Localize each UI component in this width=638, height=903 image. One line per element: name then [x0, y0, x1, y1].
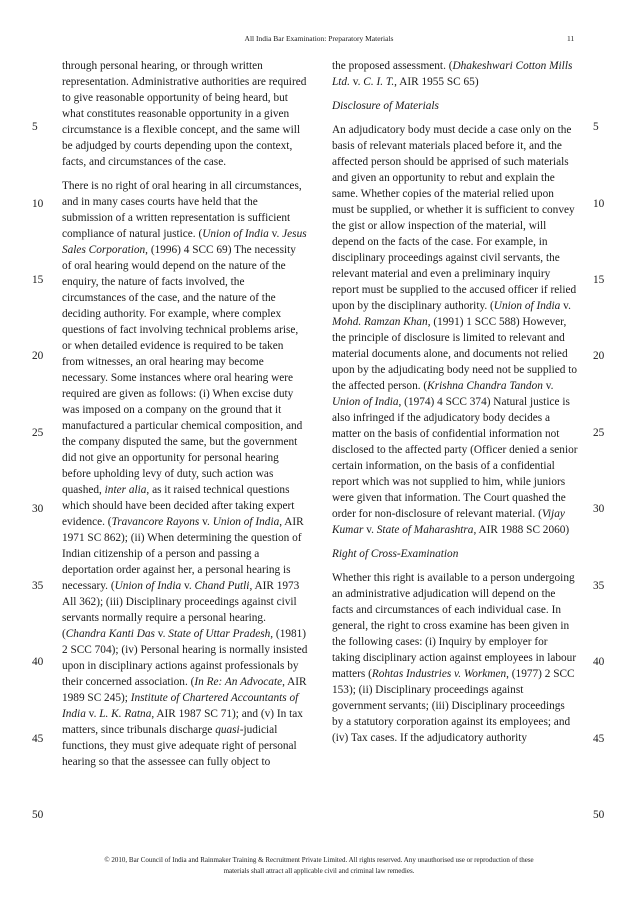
line-number-left: 25	[32, 427, 44, 439]
line-number-right: 25	[593, 427, 605, 439]
line-number-right: 5	[593, 121, 599, 133]
line-number-left: 45	[32, 733, 44, 745]
line-number-left: 10	[32, 198, 44, 210]
line-number-right: 15	[593, 274, 605, 286]
line-number-right: 20	[593, 350, 605, 362]
line-number-right: 40	[593, 656, 605, 668]
copyright-footer	[40, 855, 598, 877]
right-column	[332, 58, 578, 754]
case-citation: Mohd. Ramzan Khan	[332, 316, 428, 328]
line-number-left: 50	[32, 809, 44, 821]
line-number-left: 15	[32, 274, 44, 286]
case-citation: Jesus Sales Corporation	[62, 228, 307, 256]
case-citation: Institute of Chartered Accountants of India	[62, 692, 299, 720]
footer-line: materials shall attract all applicable civil and criminal law remedies.	[223, 867, 415, 875]
case-citation: State of Uttar Pradesh	[168, 628, 271, 640]
line-number-left: 40	[32, 656, 44, 668]
line-number-left: 35	[32, 580, 44, 592]
case-citation: Union of India	[114, 580, 182, 592]
case-citation: Union of India	[493, 300, 561, 312]
line-number-left: 20	[32, 350, 44, 362]
section-heading-cross-examination: Right of Cross-Examination	[332, 548, 459, 560]
case-citation: Union of India	[332, 396, 399, 408]
case-citation: Rohtas Industries v. Workmen	[371, 668, 507, 680]
line-number-right: 45	[593, 733, 605, 745]
case-citation: Chandra Kanti Das	[65, 628, 155, 640]
line-number-right: 30	[593, 503, 605, 515]
line-number-left: 30	[32, 503, 44, 515]
latin-term: inter alia	[104, 484, 147, 496]
case-citation: State of Maharashtra	[376, 524, 474, 536]
footer-line: © 2010, Bar Council of India and Rainmaker Training & Recruitment Private Limited. All rights reserved. Any unauthorised use or reproduction of these	[104, 856, 534, 864]
section-heading-disclosure: Disclosure of Materials	[332, 100, 439, 112]
page-number: 11	[567, 34, 575, 43]
case-citation: L. K. Ratna	[99, 708, 152, 720]
case-citation: Union of India	[212, 516, 280, 528]
line-number-right: 10	[593, 198, 605, 210]
line-number-left: 5	[32, 121, 38, 133]
left-column	[62, 58, 308, 778]
case-citation: Union of India	[202, 228, 269, 240]
header-title: All India Bar Examination: Preparatory Materials	[244, 34, 394, 43]
latin-term: quasi	[215, 724, 240, 736]
line-number-right: 50	[593, 809, 605, 821]
paragraph: the proposed assessment. (Dhakeshwari Cotton Mills Ltd. v. C. I. T., AIR 1955 SC 65)	[332, 60, 573, 88]
case-citation: Dhakeshwari Cotton Mills Ltd.	[332, 60, 573, 88]
paragraph: Whether this right is available to a person undergoing an administrative adjudication will depend on the facts and circumstances of each individual case. In general, the right to cross examine has been given in the following cases: (i) Inquiry by employer for taking disciplinary action against employees in labour matters (Rohtas Industries v. Workmen, (1977) 2 SCC 153); (ii) Disciplinary proceedings against government servants; (iii) Disciplinary proceedings by a statutory corporation against its employees; and (iv) Tax cases. If the adjudicatory authority	[332, 572, 577, 744]
line-number-right: 35	[593, 580, 605, 592]
case-citation: Krishna Chandra Tandon	[427, 380, 543, 392]
paragraph: through personal hearing, or through written representation. Administrative authorities are required to give reasonable opportunity of being heard, but what constitutes reasonable opportunity in a given circumstance is a flexible concept, and the same will be adjudged by courts depending upon the context, facts, and circumstances of the case.	[62, 60, 307, 168]
paragraph: An adjudicatory body must decide a case only on the basis of relevant materials placed before it, and the affected person should be apprised of such materials and given an opportunity to rebut and explain the same. Whether copies of the material relied upon must be supplied, or whether it is sufficient to convey the gist or allow inspection of the material, will depend on the facts of the case. For example, in disciplinary proceedings against civil servants, the relevant material and even a preliminary inquiry report must be supplied to the accused officer if relied upon by the disciplinary authority. (Union of India v. Mohd. Ramzan Khan, (1991) 1 SCC 588) However, the principle of disclosure is limited to relevant and material documents alone, and documents not relied upon by the adjudicating body need not be supplied to the affected person. (Krishna Chandra Tandon v. Union of India, (1974) 4 SCC 374) Natural justice is also infringed if the adjudicatory body decides a matter on the basis of confidential information not disclosed to the affected party (Officer denied a senior certain information, on the basis of a confidential report which was not supplied to him, while juniors were given that information. The Court quashed the order for non-disclosure of relevant material. (Vijay Kumar v. State of Maharashtra, AIR 1988 SC 2060)	[332, 124, 578, 536]
case-citation: Travancore Rayons	[111, 516, 200, 528]
paragraph: There is no right of oral hearing in all circumstances, and in many cases courts have held that the submission of a written representation is sufficient compliance of natural justice. (Union of India v. Jesus Sales Corporation, (1996) 4 SCC 69) The necessity of oral hearing would depend on the nature of the enquiry, the nature of facts involved, the circumstances of the case, and the nature of the deciding authority. For example, where complex questions of fact involving technical problems arise, or when detailed evidence is required to be taken from witnesses, an oral hearing may become necessary. Some instances where oral hearing were required are given as follows: (i) When excise duty was imposed on a company on the ground that it manufactured a particular chemical composition, and the company disputed the same, but the government did not give an opportunity for personal hearing before upholding levy of duty, such action was quashed, inter alia, as it raised technical questions which should have been decided after taking expert evidence. (Travancore Rayons v. Union of India, AIR 1971 SC 862); (ii) When determining the question of Indian citizenship of a person and passing a deportation order against her, a personal hearing is necessary. (Union of India v. Chand Putli, AIR 1973 All 362); (iii) Disciplinary proceedings against civil servants normally require a personal hearing. (Chandra Kanti Das v. State of Uttar Pradesh, (1981) 2 SCC 704); (iv) Personal hearing is normally insisted upon in disciplinary actions against professionals by their concerned association. (In Re: An Advocate, AIR 1989 SC 245); Institute of Chartered Accountants of India v. L. K. Ratna, AIR 1987 SC 71); and (v) In tax matters, since tribunals discharge quasi-judicial functions, they must give adequate right of personal hearing so that the assessee can fully object to	[62, 180, 308, 768]
case-citation: Vijay Kumar	[332, 508, 565, 536]
case-citation: C. I. T.	[363, 76, 395, 88]
case-citation: Chand Putli	[194, 580, 250, 592]
case-citation: In Re: An Advocate	[194, 676, 283, 688]
